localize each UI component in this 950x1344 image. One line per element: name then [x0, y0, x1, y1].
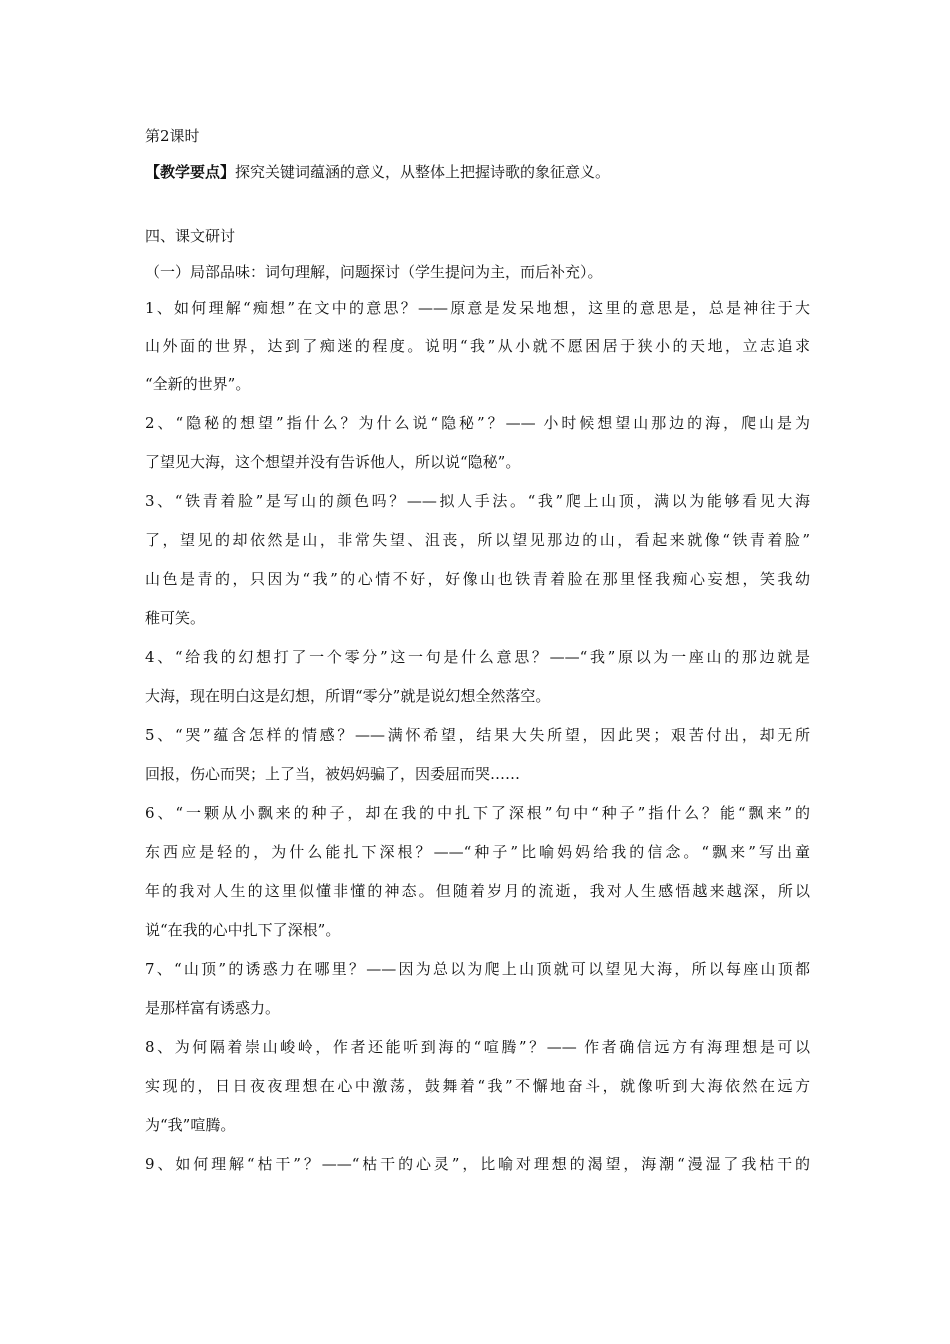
teaching-points-text: 探究关键词蕴涵的意义，从整体上把握诗歌的象征意义。	[235, 163, 611, 181]
text-line: 山外面的世界，达到了痴迷的程度。说明“我”从小就不愿困居于狭小的天地，立志追求	[145, 337, 810, 355]
text-line: 1、如何理解“痴想”在文中的意思？——原意是发呆地想，这里的意思是，总是神往于大	[145, 299, 810, 317]
text-line: 是那样富有诱惑力。	[145, 999, 281, 1017]
lesson-title: 第2课时	[145, 127, 200, 145]
text-line: 为“我”喧腾。	[145, 1116, 236, 1134]
teaching-points	[145, 162, 810, 182]
text-line: 山色是青的，只因为“我”的心情不好，好像山也铁青着脸在那里怪我痴心妄想，笑我幼	[145, 570, 810, 588]
text-line: 年的我对人生的这里似懂非懂的神态。但随着岁月的流逝，我对人生感悟越来越深，所以	[145, 882, 810, 900]
section-heading: 四、课文研讨	[145, 227, 236, 245]
text-line: 了，望见的却依然是山，非常失望、沮丧，所以望见那边的山，看起来就像“铁青着脸”	[145, 531, 810, 549]
text-line: 东西应是轻的，为什么能扎下深根？——“种子”比喻妈妈给我的信念。“飘来”写出童	[145, 843, 810, 861]
text-line: 8、为何隔着崇山峻岭，作者还能听到海的“喧腾”？—— 作者确信远方有海理想是可以	[145, 1038, 810, 1056]
text-line: 5、“哭”蕴含怎样的情感？——满怀希望，结果大失所望，因此哭；艰苦付出，却无所	[145, 726, 810, 744]
text-line: 4、“给我的幻想打了一个零分”这一句是什么意思？——“我”原以为一座山的那边就是	[145, 648, 810, 666]
teaching-points-label: 【教学要点】	[145, 163, 236, 181]
text-line: 回报，伤心而哭；上了当，被妈妈骗了，因委屈而哭……	[145, 765, 521, 783]
text-line: 了望见大海，这个想望并没有告诉他人，所以说“隐秘”。	[145, 453, 521, 471]
subsection-heading: （一）局部品味：词句理解，问题探讨（学生提问为主，而后补充）。	[145, 263, 603, 281]
text-line: 9、如何理解“枯干”？——“枯干的心灵”，比喻对理想的渴望，海潮“漫湿了我枯干的	[145, 1155, 810, 1173]
text-line: 3、“铁青着脸”是写山的颜色吗？——拟人手法。“我”爬上山顶，满以为能够看见大海	[145, 492, 810, 510]
text-line: 6、“一颗从小飘来的种子，却在我的中扎下了深根”句中“种子”指什么？能“飘来”的	[145, 804, 810, 822]
text-line: “全新的世界”。	[145, 375, 251, 393]
text-line: 7、“山顶”的诱惑力在哪里？——因为总以为爬上山顶就可以望见大海，所以每座山顶都	[145, 960, 810, 978]
text-line: 2、“隐秘的想望”指什么？为什么说“隐秘”？—— 小时候想望山那边的海，爬山是为	[145, 414, 810, 432]
text-line: 大海，现在明白这是幻想，所谓“零分”就是说幻想全然落空。	[145, 687, 551, 705]
text-line: 实现的，日日夜夜理想在心中激荡，鼓舞着“我”不懈地奋斗，就像听到大海依然在远方	[145, 1077, 810, 1095]
text-line: 说“在我的心中扎下了深根”。	[145, 921, 341, 939]
text-line: 稚可笑。	[145, 609, 206, 627]
